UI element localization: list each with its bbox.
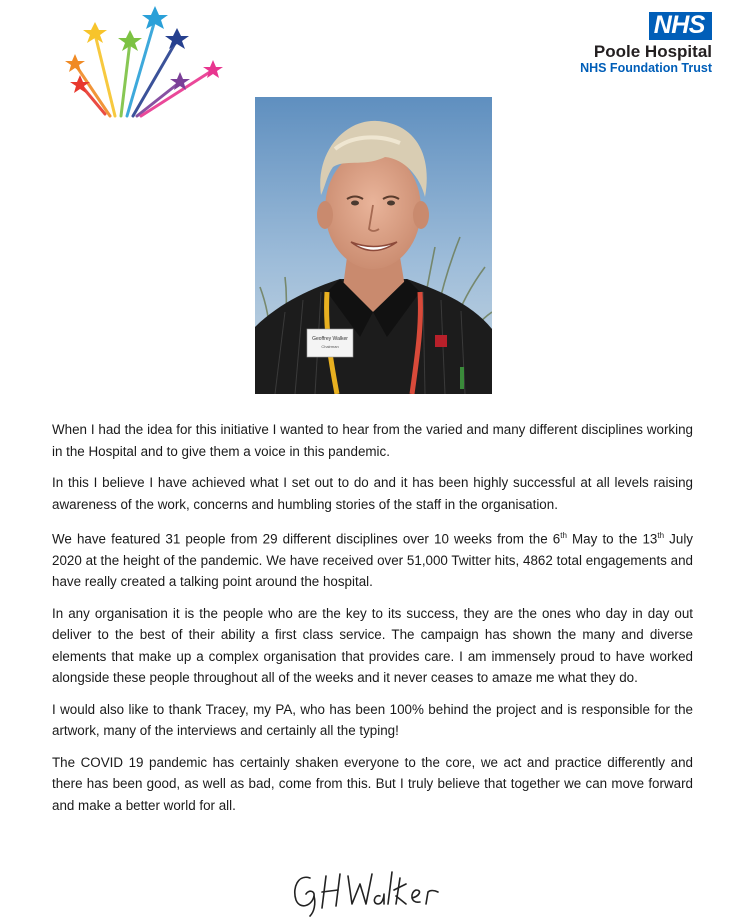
portrait-photo [255,97,492,394]
nhs-badge: NHS [649,12,712,40]
badge-name: Geoffrey Walker [312,336,348,342]
badge-role: Chairman [321,344,339,349]
paragraph-6: The COVID 19 pandemic has certainly shaken everyone to the core, we act and practice differently and there has been good, as well as bad, come from this. But I truly believe that together we can move forward and make a better world for all. [52,754,693,813]
ordinal-suffix: th [560,531,567,540]
letter-body [52,419,693,826]
trust-name: NHS Foundation Trust [580,61,712,75]
nhs-logo [580,12,712,76]
ordinal-suffix: th [657,531,665,540]
fireworks-stars-icon [55,2,235,132]
paragraph-2: In this I believe I have achieved what I set out to do and it has been highly successful at all levels raising awareness of the work, concerns and humbling stories of the staff in the organisation. [52,475,693,512]
paragraph-5: I would also like to thank Tracey, my PA, who has been 100% behind the project and is responsible for the artwork, many of the interviews and certainly all the typing! [52,701,693,739]
paragraph-3: We have featured 31 people from 29 different disciplines over 10 weeks from the 6th May to the 13th July 2020 at the height of the pandemic. We have received over 51,000 Twitter hits, 4862 total engagements and have really created a talking point around the hospital. [52,531,693,590]
paragraph-4: In any organisation it is the people who are the key to its success, they are the ones who day in day out deliver to the best of their ability a first class service. The campaign has shown the many and diverse elements that make up a complex organisation that provides care. I am immensely proud to have worked alongside these people throughout all of the weeks and it never ceases to amaze me what they do. [52,605,693,686]
signature [288,860,448,920]
paragraph-1: When I had the idea for this initiative I wanted to hear from the varied and many different disciplines working in the Hospital and to give them a voice in this pandemic. [52,422,693,459]
hospital-name: Poole Hospital [593,42,712,61]
